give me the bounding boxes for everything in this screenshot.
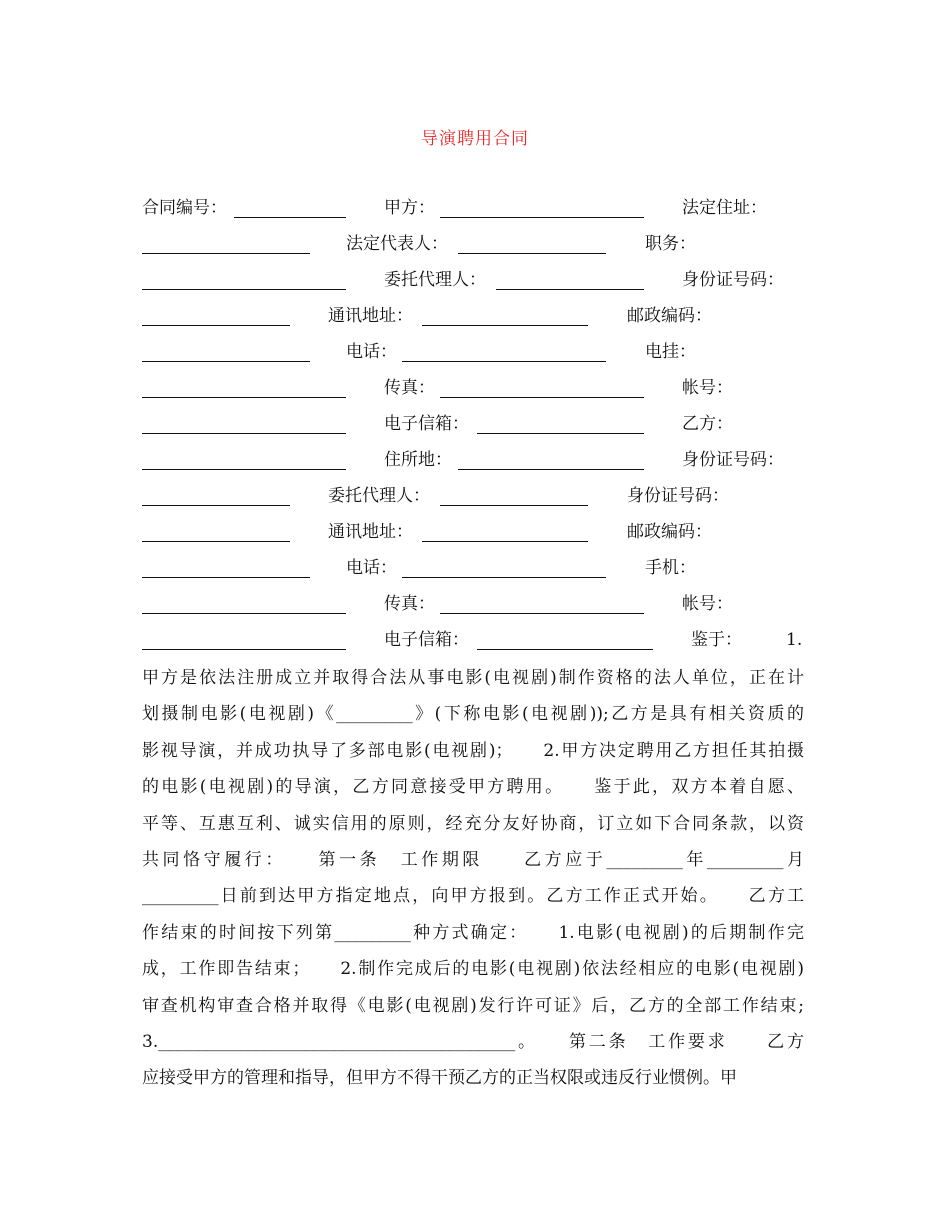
form-row-4 xyxy=(142,298,822,334)
blank-legal-rep[interactable] xyxy=(458,253,606,254)
blank-residence-b[interactable] xyxy=(458,469,644,470)
body-line: 应接受甲方的管理和指导，但甲方不得干预乙方的正当权限或违反行业惯例。甲 xyxy=(142,1068,737,1089)
body-line: 的电影(电视剧)的导演，乙方同意接受甲方聘用。 鉴于此，双方本着自愿、 xyxy=(142,777,804,798)
blank-postcode-a[interactable] xyxy=(142,361,310,362)
label-residence-b: 住所地： xyxy=(384,450,452,470)
label-contract-no: 合同编号： xyxy=(142,198,227,218)
blank-account-b[interactable] xyxy=(142,649,346,650)
form-row-9 xyxy=(142,478,822,514)
blank-phone-b[interactable] xyxy=(402,577,606,578)
blank-tel-hook[interactable] xyxy=(142,397,346,398)
label-agent-b: 委托代理人： xyxy=(328,486,430,506)
blank-legal-address[interactable] xyxy=(142,253,310,254)
blank-id-no-a[interactable] xyxy=(142,325,290,326)
blank-agent-b[interactable] xyxy=(440,505,588,506)
form-row-13 xyxy=(142,622,822,658)
body-line: 作结束的时间按下列第_________种方式确定： 1.电影(电视剧)的后期制作完 xyxy=(142,922,804,943)
label-whereas-item-1: 1. xyxy=(786,630,803,650)
label-tel-hook: 电挂： xyxy=(645,342,696,362)
label-email-b: 电子信箱： xyxy=(384,630,469,650)
contract-body-text xyxy=(142,660,804,1097)
form-row-6 xyxy=(142,370,822,406)
blank-id-no-agent-b[interactable] xyxy=(142,541,290,542)
label-mail-address-a: 通讯地址： xyxy=(328,306,413,326)
label-id-no-b: 身份证号码： xyxy=(682,450,784,470)
label-email-a: 电子信箱： xyxy=(384,414,469,434)
label-account-a: 帐号： xyxy=(682,378,733,398)
blank-contract-no[interactable] xyxy=(234,217,346,218)
body-line: 平等、互惠互利、诚实信用的原则，经充分友好协商，订立如下合同条款，以资 xyxy=(142,813,804,834)
label-mail-address-b: 通讯地址： xyxy=(328,522,413,542)
body-line: 划摄制电影(电视剧)《_________》(下称电影(电视剧));乙方是具有相关资质的 xyxy=(142,704,804,725)
form-row-5 xyxy=(142,334,822,370)
label-id-no-a: 身份证号码： xyxy=(682,270,784,290)
body-line: _________日前到达甲方指定地点，向甲方报到。乙方工作正式开始。 乙方工 xyxy=(142,886,804,907)
blank-fax-b[interactable] xyxy=(440,613,644,614)
form-row-7 xyxy=(142,406,822,442)
blank-postcode-b[interactable] xyxy=(142,577,310,578)
blank-party-b[interactable] xyxy=(142,469,346,470)
blank-account-a[interactable] xyxy=(142,433,346,434)
label-postcode-b: 邮政编码： xyxy=(627,522,712,542)
label-mobile-b: 手机： xyxy=(645,558,696,578)
page-title: 导演聘用合同 xyxy=(421,129,529,149)
blank-email-a[interactable] xyxy=(477,433,644,434)
label-postcode-a: 邮政编码： xyxy=(627,306,712,326)
body-line: 甲方是依法注册成立并取得合法从事电影(电视剧)制作资格的法人单位，正在计 xyxy=(142,668,804,688)
form-row-8 xyxy=(142,442,822,478)
label-fax-b: 传真： xyxy=(384,594,435,614)
blank-mail-address-a[interactable] xyxy=(422,325,588,326)
blank-position[interactable] xyxy=(142,289,346,290)
blank-id-no-b[interactable] xyxy=(142,505,290,506)
form-row-1 xyxy=(142,190,822,226)
label-party-a: 甲方： xyxy=(384,198,435,218)
form-row-10 xyxy=(142,514,822,550)
blank-mail-address-b[interactable] xyxy=(422,541,588,542)
label-legal-address: 法定住址： xyxy=(682,198,767,218)
blank-mobile-b[interactable] xyxy=(142,613,346,614)
body-line: 影视导演，并成功执导了多部电影(电视剧)； 2.甲方决定聘用乙方担任其拍摄 xyxy=(142,740,804,761)
blank-fax-a[interactable] xyxy=(440,397,644,398)
body-line: 审查机构审查合格并取得《电影(电视剧)发行许可证》后，乙方的全部工作结束; xyxy=(142,995,804,1016)
blank-email-b[interactable] xyxy=(477,649,653,650)
label-phone-a: 电话： xyxy=(346,342,397,362)
form-row-11 xyxy=(142,550,822,586)
label-account-b: 帐号： xyxy=(682,594,733,614)
label-legal-rep: 法定代表人： xyxy=(346,234,448,254)
label-whereas: 鉴于： xyxy=(691,630,742,650)
label-phone-b: 电话： xyxy=(346,558,397,578)
body-line: 3.__________________________________________。 第二条 工作要求 乙方 xyxy=(142,1031,804,1052)
body-line: 共同恪守履行： 第一条 工作期限 乙方应于_________年_________月 xyxy=(142,849,804,870)
body-line: 成，工作即告结束； 2.制作完成后的电影(电视剧)依法经相应的电影(电视剧) xyxy=(142,959,804,980)
form-row-3 xyxy=(142,262,822,298)
blank-party-a[interactable] xyxy=(440,217,644,218)
blank-phone-a[interactable] xyxy=(402,361,606,362)
form-row-2 xyxy=(142,226,822,262)
label-party-b: 乙方： xyxy=(682,414,733,434)
label-id-no-agent-b: 身份证号码： xyxy=(627,486,729,506)
form-row-12 xyxy=(142,586,822,622)
label-agent-a: 委托代理人： xyxy=(384,270,486,290)
label-fax-a: 传真： xyxy=(384,378,435,398)
label-position: 职务： xyxy=(645,234,696,254)
blank-agent-a[interactable] xyxy=(496,289,644,290)
